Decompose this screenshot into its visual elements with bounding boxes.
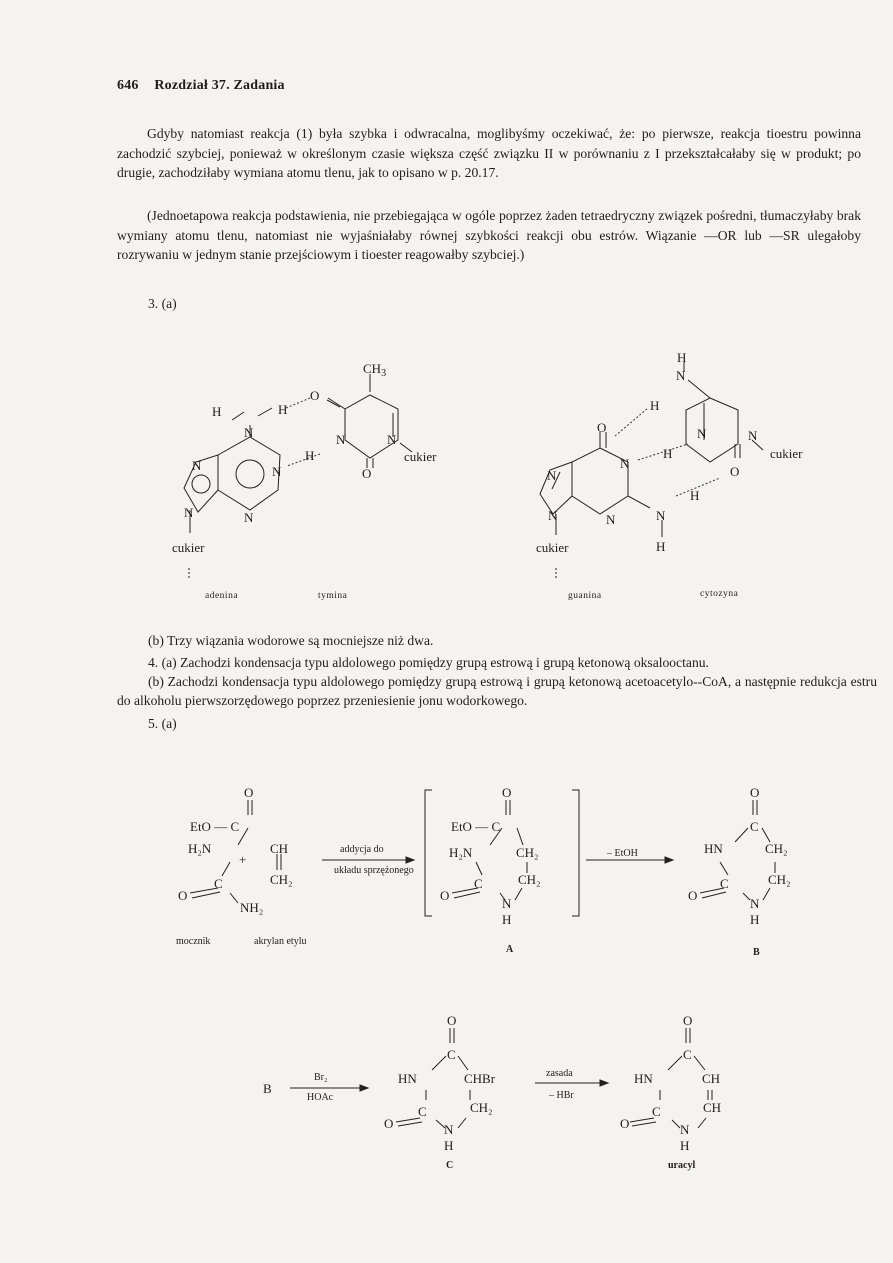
atom-c: C — [418, 1104, 427, 1119]
group-eto: EtO — C — [451, 819, 501, 834]
group-nh2: NH₂ — [240, 900, 264, 915]
sugar-label: cukier — [404, 449, 437, 464]
atom-c: C — [720, 876, 729, 891]
atom-h: H — [212, 404, 222, 419]
group-ch2: CH₂ — [768, 872, 791, 887]
atom-n: N — [244, 425, 254, 440]
arrow-label-bottom: układu sprzężonego — [334, 865, 414, 876]
atom-o: O — [750, 785, 760, 800]
sugar-label: cukier — [172, 540, 205, 555]
caption-urea: mocznik — [176, 936, 211, 947]
label-c: C — [446, 1160, 454, 1171]
atom-o: O — [730, 464, 740, 479]
atom-n: N — [547, 468, 557, 483]
group-h2n: H₂N — [449, 845, 473, 860]
atom-n: N — [697, 426, 707, 441]
atom-o: O — [310, 388, 320, 403]
atom-o: O — [244, 785, 254, 800]
atom-ch3: $CH_3$ — [363, 361, 387, 379]
atom-h: H — [656, 539, 666, 554]
atom-n: N — [444, 1122, 454, 1137]
atom-c: C — [447, 1047, 456, 1062]
atom-n: N — [606, 512, 616, 527]
atom-o: O — [178, 888, 188, 903]
answer-4b: (b) Zachodzi kondensacja typu aldolowego pomiędzy grupą estrową i grupą ketonową acetoacetylo--CoA, a następnie redukcja estru do alkoholu pierwszorzędowego poprzez przeniesienie jonu wodorkowego. — [117, 674, 877, 708]
atom-c: C — [652, 1104, 661, 1119]
atom-n: N — [750, 896, 760, 911]
sugar-label: cukier — [770, 446, 803, 461]
atom-n: N — [184, 505, 194, 520]
atom-h: H — [690, 488, 700, 503]
label-b-start: B — [263, 1081, 272, 1096]
atom-o: O — [688, 888, 698, 903]
atom-o: O — [597, 420, 607, 435]
caption-ethyl-acrylate: akrylan etylu — [254, 936, 307, 947]
atom-c: C — [474, 876, 483, 891]
section-5a-label: 5. (a) — [148, 716, 177, 731]
atom-n: N — [336, 432, 346, 447]
caption-adenine: adenina — [205, 591, 239, 601]
atom-n: N — [387, 432, 397, 447]
arrow-label-top: addycja do — [340, 844, 384, 855]
atom-n: N — [680, 1122, 690, 1137]
atom-h: H — [444, 1138, 454, 1153]
atom-n: N — [192, 458, 202, 473]
group-hn: HN — [398, 1071, 417, 1086]
group-ch: CH — [703, 1100, 722, 1115]
section-3a-label: 3. (a) — [148, 296, 177, 311]
atom-o: O — [620, 1116, 630, 1131]
group-ch: CH — [702, 1071, 721, 1086]
atom-h: H — [750, 912, 760, 927]
arrow-label-eliminate: – EtOH — [607, 848, 638, 859]
atom-h: H — [650, 398, 660, 413]
atom-h: H — [677, 350, 687, 365]
page-number: 646 — [117, 78, 139, 93]
atom-h: H — [305, 448, 315, 463]
answer-4a: 4. (a) Zachodzi kondensacja typu aldolowego pomiędzy grupą estrową i grupą ketonową oksalooctanu. — [148, 655, 709, 670]
group-h2n: H₂N — [188, 841, 212, 856]
group-hn: HN — [634, 1071, 653, 1086]
arrow-label-solvent: HOAc — [307, 1092, 334, 1103]
group-chbr: CHBr — [464, 1071, 496, 1086]
atom-c: C — [214, 876, 223, 891]
atom-o: O — [683, 1013, 693, 1028]
atom-o: O — [362, 466, 372, 481]
arrow-label-base: zasada — [546, 1068, 573, 1079]
group-eto: EtO — C — [190, 819, 240, 834]
atom-n: N — [656, 508, 666, 523]
atom-o: O — [502, 785, 512, 800]
atom-c: C — [750, 819, 759, 834]
group-ch2: CH₂ — [270, 872, 293, 887]
plus-sign: + — [239, 852, 247, 867]
atom-n: N — [502, 896, 512, 911]
atom-h: H — [502, 912, 512, 927]
atom-n: N — [272, 464, 282, 479]
atom-n: N — [620, 456, 630, 471]
paragraph-2: (Jednoetapowa reakcja podstawienia, nie przebiegająca w ogóle poprzez żaden tetraedryczny związek pośredni, tłumaczyłaby brak wymiany atomu tlenu, natomiast nie wyjaśniałaby równej szybkości reakcji obu estrów. Wiązanie —OR lub —SR ulegałoby rozrywaniu w jednym stanie przejściowym i tioester reagowałby szybciej.) — [117, 208, 861, 262]
answer-3b: (b) Trzy wiązania wodorowe są mocniejsze niż dwa. — [148, 633, 434, 648]
atom-c: C — [683, 1047, 692, 1062]
atom-o: O — [447, 1013, 457, 1028]
label-uracil: uracyl — [668, 1160, 696, 1171]
atom-h: H — [680, 1138, 690, 1153]
group-hn: HN — [704, 841, 723, 856]
group-ch: CH — [270, 841, 289, 856]
caption-thymine: tymina — [318, 591, 348, 601]
sugar-label: cukier — [536, 540, 569, 555]
atom-n: N — [676, 368, 686, 383]
group-ch2: CH₂ — [765, 841, 788, 856]
atom-n: N — [748, 428, 758, 443]
label-b: B — [753, 947, 760, 958]
caption-cytosine: cytozyna — [700, 589, 739, 599]
atom-n: N — [548, 508, 558, 523]
group-ch2: CH₂ — [470, 1100, 493, 1115]
atom-o: O — [384, 1116, 394, 1131]
caption-guanine: guanina — [568, 591, 602, 601]
group-ch2: CH₂ — [518, 872, 541, 887]
paragraph-1: Gdyby natomiast reakcja (1) była szybka i odwracalna, moglibyśmy oczekiwać, że: po pierwsze, reakcja tioestru powinna zachodzić szybciej, ponieważ w określonym czasie większa część związku II w porównaniu z I przekształcałaby się w produkt; po drugie, zachodziłaby wymiana atomu tlenu, jak to opisano w p. 20.17. — [117, 126, 861, 180]
arrow-label-eliminate-hbr: – HBr — [549, 1090, 574, 1101]
atom-n: N — [244, 510, 254, 525]
arrow-label-reagent: Br₂ — [314, 1072, 328, 1083]
group-ch2: CH₂ — [516, 845, 539, 860]
atom-h: H — [278, 402, 288, 417]
chapter-title: Rozdział 37. Zadania — [154, 78, 285, 93]
atom-o: O — [440, 888, 450, 903]
atom-h: H — [663, 446, 673, 461]
label-a: A — [506, 944, 514, 955]
